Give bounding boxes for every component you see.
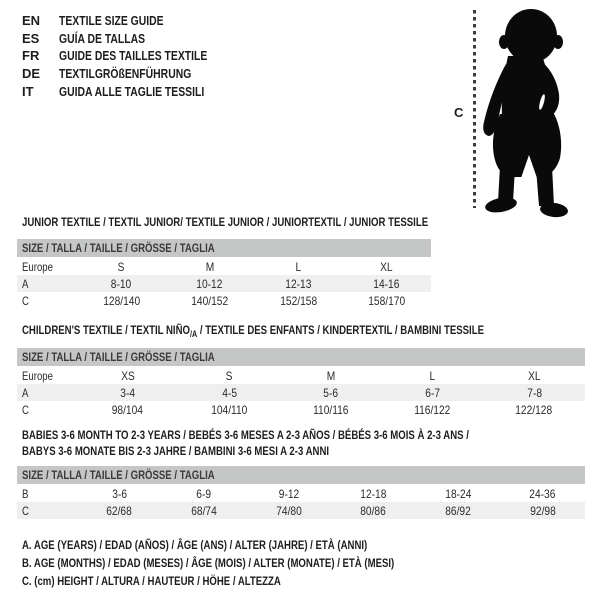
- cell: 80/86: [360, 503, 387, 518]
- cell: XL: [527, 368, 541, 383]
- footnotes: [22, 536, 487, 590]
- row-label: A: [22, 385, 29, 400]
- babies-table-title: [22, 427, 581, 459]
- lang-code: FR: [22, 48, 40, 64]
- lang-title: GUÍA DE TALLAS: [59, 30, 146, 46]
- lang-code: EN: [22, 13, 41, 29]
- children-table-title-text: [22, 323, 484, 339]
- cell: 8-10: [111, 276, 132, 291]
- lang-title: GUIDE DES TAILLES TEXTILE: [59, 48, 208, 64]
- table-row-height: [17, 292, 431, 309]
- cell: 3-4: [120, 385, 136, 400]
- size-header-text: SIZE / TALLA / TAILLE / GRÖSSE / TAGLIA: [22, 350, 215, 364]
- cell: 62/68: [106, 503, 133, 518]
- lang-row-de: [22, 65, 244, 83]
- size-header-text: SIZE / TALLA / TAILLE / GRÖSSE / TAGLIA: [22, 241, 215, 255]
- cell: 12-13: [285, 276, 312, 291]
- cell: 158/170: [368, 293, 406, 308]
- babies-size-table: [17, 466, 585, 519]
- cell: S: [225, 368, 233, 383]
- junior-table-title: [22, 215, 530, 229]
- cell: 140/152: [191, 293, 229, 308]
- title-post: / TEXTILE DES ENFANTS / KINDERTEXTIL / BAMBINI TESSILE: [197, 323, 484, 337]
- language-title-list: [22, 12, 244, 100]
- lang-row-es: [22, 30, 244, 48]
- cell: 68/74: [191, 503, 217, 518]
- cell: 98/104: [112, 402, 144, 417]
- row-label: C: [22, 402, 29, 417]
- lang-code: IT: [22, 83, 34, 99]
- table-row-height: [17, 401, 585, 418]
- cell: 128/140: [102, 293, 140, 308]
- size-header-bar: [17, 348, 585, 366]
- table-row-age: [17, 384, 585, 401]
- title-pre: CHILDREN'S TEXTILE / TEXTIL NIÑO: [22, 323, 190, 337]
- footnote-c: [22, 572, 487, 590]
- babies-title-line2: BABYS 3-6 MONATE BIS 2-3 JAHRE / BAMBINI 3-6 MESI A 2-3 ANNI: [22, 444, 330, 458]
- cell: 7-8: [526, 385, 542, 400]
- cell: XS: [120, 368, 135, 383]
- row-label: B: [22, 486, 29, 501]
- row-label: C: [22, 503, 29, 518]
- cell: 6-7: [425, 385, 440, 400]
- row-label: Europe: [22, 368, 53, 383]
- cell: 24-36: [529, 486, 556, 501]
- children-table-title: [22, 323, 599, 339]
- lang-code: DE: [22, 66, 41, 82]
- height-measure-line: [473, 10, 476, 208]
- lang-row-en: [22, 12, 244, 30]
- cell: L: [429, 368, 436, 383]
- babies-title-line1: BABIES 3-6 MONTH TO 2-3 YEARS / BEBÉS 3-6 MESES A 2-3 AÑOS / BÉBÉS 3-6 MOIS À 2-3 ANS /: [22, 428, 469, 442]
- cell: 110/116: [313, 402, 349, 417]
- cell: M: [326, 368, 336, 383]
- table-row-height: [17, 502, 585, 519]
- lang-row-fr: [22, 47, 244, 65]
- size-header-bar: [17, 466, 585, 484]
- cell: 9-12: [278, 486, 299, 501]
- lang-row-it: [22, 82, 244, 100]
- table-row-age-months: [17, 485, 585, 502]
- row-label: Europe: [22, 259, 53, 274]
- title-sub: /A: [189, 329, 198, 339]
- cell: 122/128: [515, 402, 553, 417]
- cell: 10-12: [196, 276, 223, 291]
- cell: 74/80: [275, 503, 302, 518]
- table-row-europe: [17, 367, 585, 384]
- cell: 3-6: [111, 486, 127, 501]
- cell: S: [117, 259, 125, 274]
- cell: 5-6: [323, 385, 339, 400]
- size-header-text: SIZE / TALLA / TAILLE / GRÖSSE / TAGLIA: [22, 468, 215, 482]
- cell: M: [205, 259, 214, 274]
- footnote-c-text: C. (cm) HEIGHT / ALTURA / HAUTEUR / HÖHE / ALTEZZA: [22, 574, 281, 588]
- footnote-a-text: A. AGE (YEARS) / EDAD (AÑOS) / ÂGE (ANS) / ALTER (JAHRE) / ETÀ (ANNI): [22, 538, 368, 552]
- footnote-b: [22, 554, 487, 572]
- row-label: C: [22, 293, 29, 308]
- lang-code: ES: [22, 30, 40, 46]
- cell: 152/158: [279, 293, 317, 308]
- footnote-b-text: B. AGE (MONTHS) / EDAD (MESES) / ÂGE (MOIS) / ALTER (MONATE) / ETÀ (MESI): [22, 556, 395, 570]
- cell: L: [295, 259, 302, 274]
- footnote-a: [22, 536, 487, 554]
- cell: XL: [380, 259, 393, 274]
- size-header-bar: [17, 239, 431, 257]
- junior-size-table: [17, 239, 431, 309]
- measure-label-c: C: [454, 105, 464, 120]
- cell: 18-24: [444, 486, 472, 501]
- cell: 4-5: [222, 385, 237, 400]
- cell: 92/98: [529, 503, 556, 518]
- cell: 104/110: [211, 402, 248, 417]
- lang-title: TEXTILE SIZE GUIDE: [59, 13, 164, 29]
- table-row-europe: [17, 258, 431, 275]
- children-size-table: [17, 348, 585, 418]
- table-row-age: [17, 275, 431, 292]
- lang-title: GUIDA ALLE TAGLIE TESSILI: [59, 83, 205, 99]
- cell: 12-18: [360, 486, 387, 501]
- cell: 116/122: [414, 402, 451, 417]
- baby-silhouette: [478, 6, 570, 218]
- cell: 14-16: [373, 276, 400, 291]
- row-label: A: [22, 276, 29, 291]
- cell: 6-9: [196, 486, 212, 501]
- junior-table-title-text: JUNIOR TEXTILE / TEXTIL JUNIOR/ TEXTILE JUNIOR / JUNIORTEXTIL / JUNIOR TESSILE: [22, 215, 429, 229]
- lang-title: TEXTILGRÖßENFÜHRUNG: [59, 66, 192, 82]
- cell: 86/92: [445, 503, 471, 518]
